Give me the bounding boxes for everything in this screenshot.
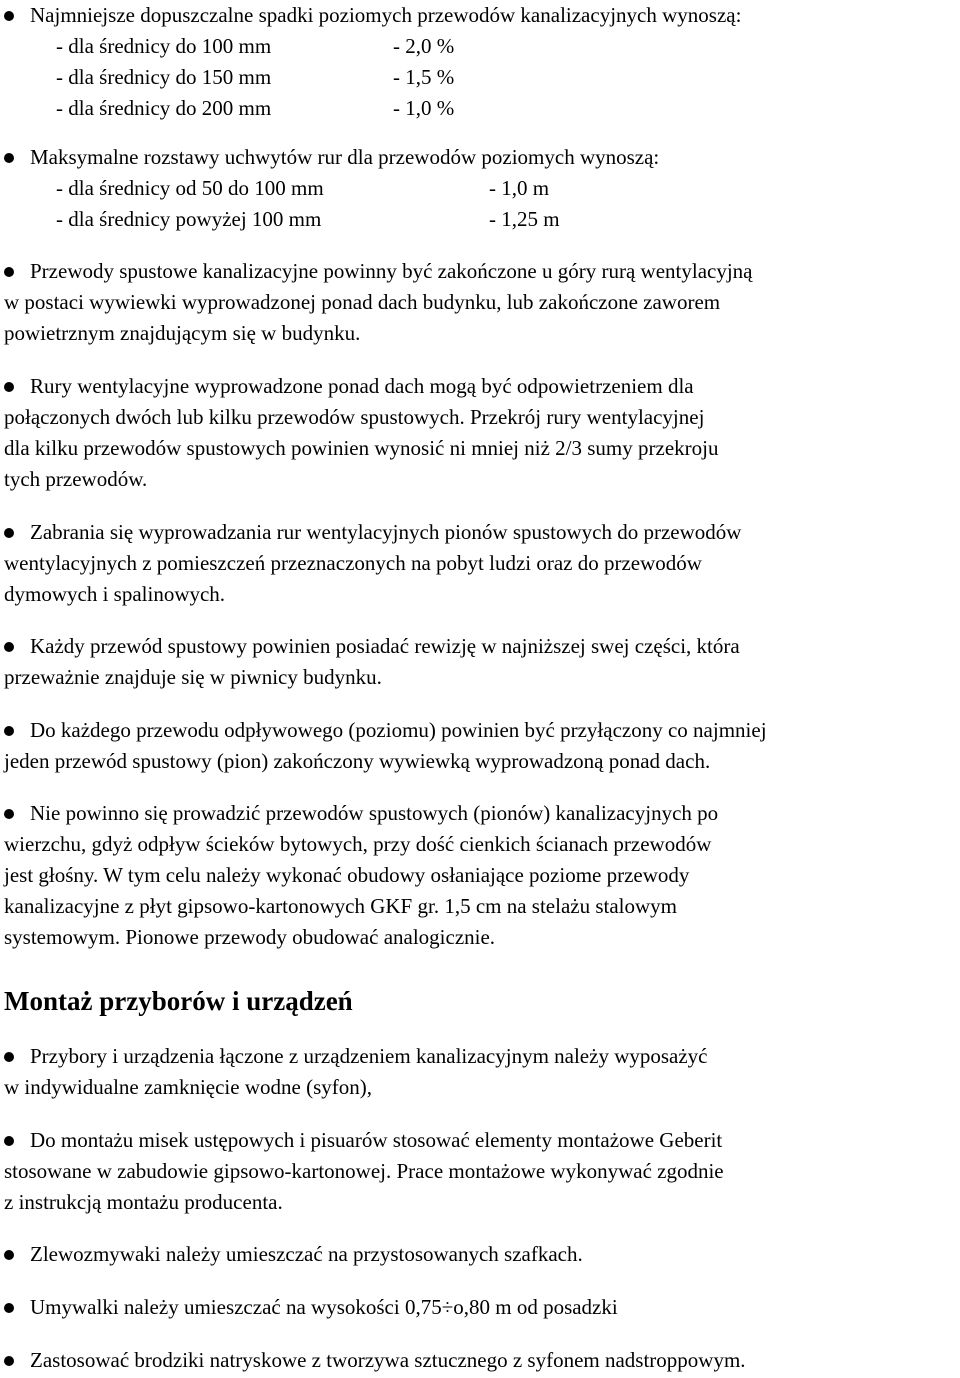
bullet-icon xyxy=(4,382,14,392)
list-item-zabrania xyxy=(4,517,958,610)
list-item-odplywowy xyxy=(4,715,958,777)
item-text: Zabrania się wyprowadzania rur wentylacyjnych pionów spustowych do przewodów xyxy=(30,520,742,544)
item-text: Zlewozmywaki należy umieszczać na przystosowanych szafkach. xyxy=(30,1242,583,1266)
bullet-icon xyxy=(4,726,14,736)
item-text: przeważnie znajduje się w piwnicy budynku. xyxy=(4,665,382,689)
bullet-icon xyxy=(4,1136,14,1146)
item-text: dymowych i spalinowych. xyxy=(4,582,226,606)
list-item-brodziki xyxy=(4,1345,958,1376)
sub-label: - dla średnicy do 100 mm xyxy=(56,34,272,58)
list-item-syfon xyxy=(4,1041,958,1103)
bullet-icon xyxy=(4,267,14,277)
sub-value: - 2,0 % xyxy=(393,34,455,58)
list-item-geberit xyxy=(4,1125,958,1218)
item-text: systemowym. Pionowe przewody obudować analogicznie. xyxy=(4,925,496,949)
item-text: jeden przewód spustowy (pion) zakończony wywiewką wyprowadzoną ponad dach. xyxy=(4,749,711,773)
sub-value: - 1,25 m xyxy=(489,207,560,231)
item-text: z instrukcją montażu producenta. xyxy=(4,1190,283,1214)
item-text: powietrznym znajdującym się w budynku. xyxy=(4,321,361,345)
item-text: Umywalki należy umieszczać na wysokości 0,75÷o,80 m od posadzki xyxy=(30,1295,618,1319)
sub-value: - 1,0 % xyxy=(393,96,455,120)
sub-label: - dla średnicy od 50 do 100 mm xyxy=(56,176,324,200)
list-item-rewizja xyxy=(4,631,958,693)
item-text: Nie powinno się prowadzić przewodów spustowych (pionów) kanalizacyjnych po xyxy=(30,801,719,825)
item-text: Rury wentylacyjne wyprowadzone ponad dach mogą być odpowietrzeniem dla xyxy=(30,374,694,398)
bullet-icon xyxy=(4,1356,14,1366)
item-text: jest głośny. W tym celu należy wykonać obudowy osłaniające poziome przewody xyxy=(4,863,690,887)
sub-item xyxy=(4,93,958,124)
sub-item xyxy=(4,173,958,204)
list-item-zlewozmywaki xyxy=(4,1239,958,1270)
item-text: Zastosować brodziki natryskowe z tworzywa sztucznego z syfonem nadstroppowym. xyxy=(30,1348,746,1372)
section-heading: Montaż przyborów i urządzeń xyxy=(4,986,353,1016)
list-item-spustowe xyxy=(4,256,958,349)
bullet-icon xyxy=(4,1250,14,1260)
sub-label: - dla średnicy powyżej 100 mm xyxy=(56,207,322,231)
sub-value: - 1,0 m xyxy=(489,176,550,200)
sub-item xyxy=(4,31,958,62)
sub-label: - dla średnicy do 200 mm xyxy=(56,96,272,120)
item-text: Najmniejsze dopuszczalne spadki poziomych przewodów kanalizacyjnych wynoszą: xyxy=(30,3,742,27)
item-text: Maksymalne rozstawy uchwytów rur dla przewodów poziomych wynoszą: xyxy=(30,145,660,169)
bullet-icon xyxy=(4,1052,14,1062)
item-text: w indywidualne zamknięcie wodne (syfon), xyxy=(4,1075,372,1099)
list-item-umywalki xyxy=(4,1292,958,1323)
list-item-spadki xyxy=(4,0,958,124)
item-text: połączonych dwóch lub kilku przewodów spustowych. Przekrój rury wentylacyjnej xyxy=(4,405,705,429)
item-text: kanalizacyjne z płyt gipsowo-kartonowych GKF gr. 1,5 cm na stelażu stalowym xyxy=(4,894,678,918)
item-text: Do montażu misek ustępowych i pisuarów stosować elementy montażowe Geberit xyxy=(30,1128,723,1152)
item-text: Do każdego przewodu odpływowego (poziomu) powinien być przyłączony co najmniej xyxy=(30,718,767,742)
list-item-obudowy xyxy=(4,798,958,953)
sub-label: - dla średnicy do 150 mm xyxy=(56,65,272,89)
bullet-icon xyxy=(4,11,14,21)
item-text: Przybory i urządzenia łączone z urządzeniem kanalizacyjnym należy wyposażyć xyxy=(30,1044,708,1068)
item-text: stosowane w zabudowie gipsowo-kartonowej. Prace montażowe wykonywać zgodnie xyxy=(4,1159,724,1183)
item-text: Każdy przewód spustowy powinien posiadać rewizję w najniższej swej części, która xyxy=(30,634,740,658)
item-text: Przewody spustowe kanalizacyjne powinny być zakończone u góry rurą wentylacyjną xyxy=(30,259,753,283)
item-text: w postaci wywiewki wyprowadzonej ponad dach budynku, lub zakończone zaworem xyxy=(4,290,721,314)
bullet-icon xyxy=(4,642,14,652)
bullet-icon xyxy=(4,528,14,538)
item-text: wierzchu, gdyż odpływ ścieków bytowych, przy dość cienkich ścianach przewodów xyxy=(4,832,712,856)
sub-value: - 1,5 % xyxy=(393,65,455,89)
list-item-wentylacyjne xyxy=(4,371,958,495)
item-text: wentylacyjnych z pomieszczeń przeznaczonych na pobyt ludzi oraz do przewodów xyxy=(4,551,702,575)
bullet-icon xyxy=(4,809,14,819)
sub-item xyxy=(4,204,958,235)
bullet-icon xyxy=(4,153,14,163)
item-text: dla kilku przewodów spustowych powinien wynosić ni mniej niż 2/3 sumy przekroju xyxy=(4,436,719,460)
sub-item xyxy=(4,62,958,93)
item-text: tych przewodów. xyxy=(4,467,148,491)
bullet-icon xyxy=(4,1303,14,1313)
list-item-rozstawy xyxy=(4,142,958,235)
